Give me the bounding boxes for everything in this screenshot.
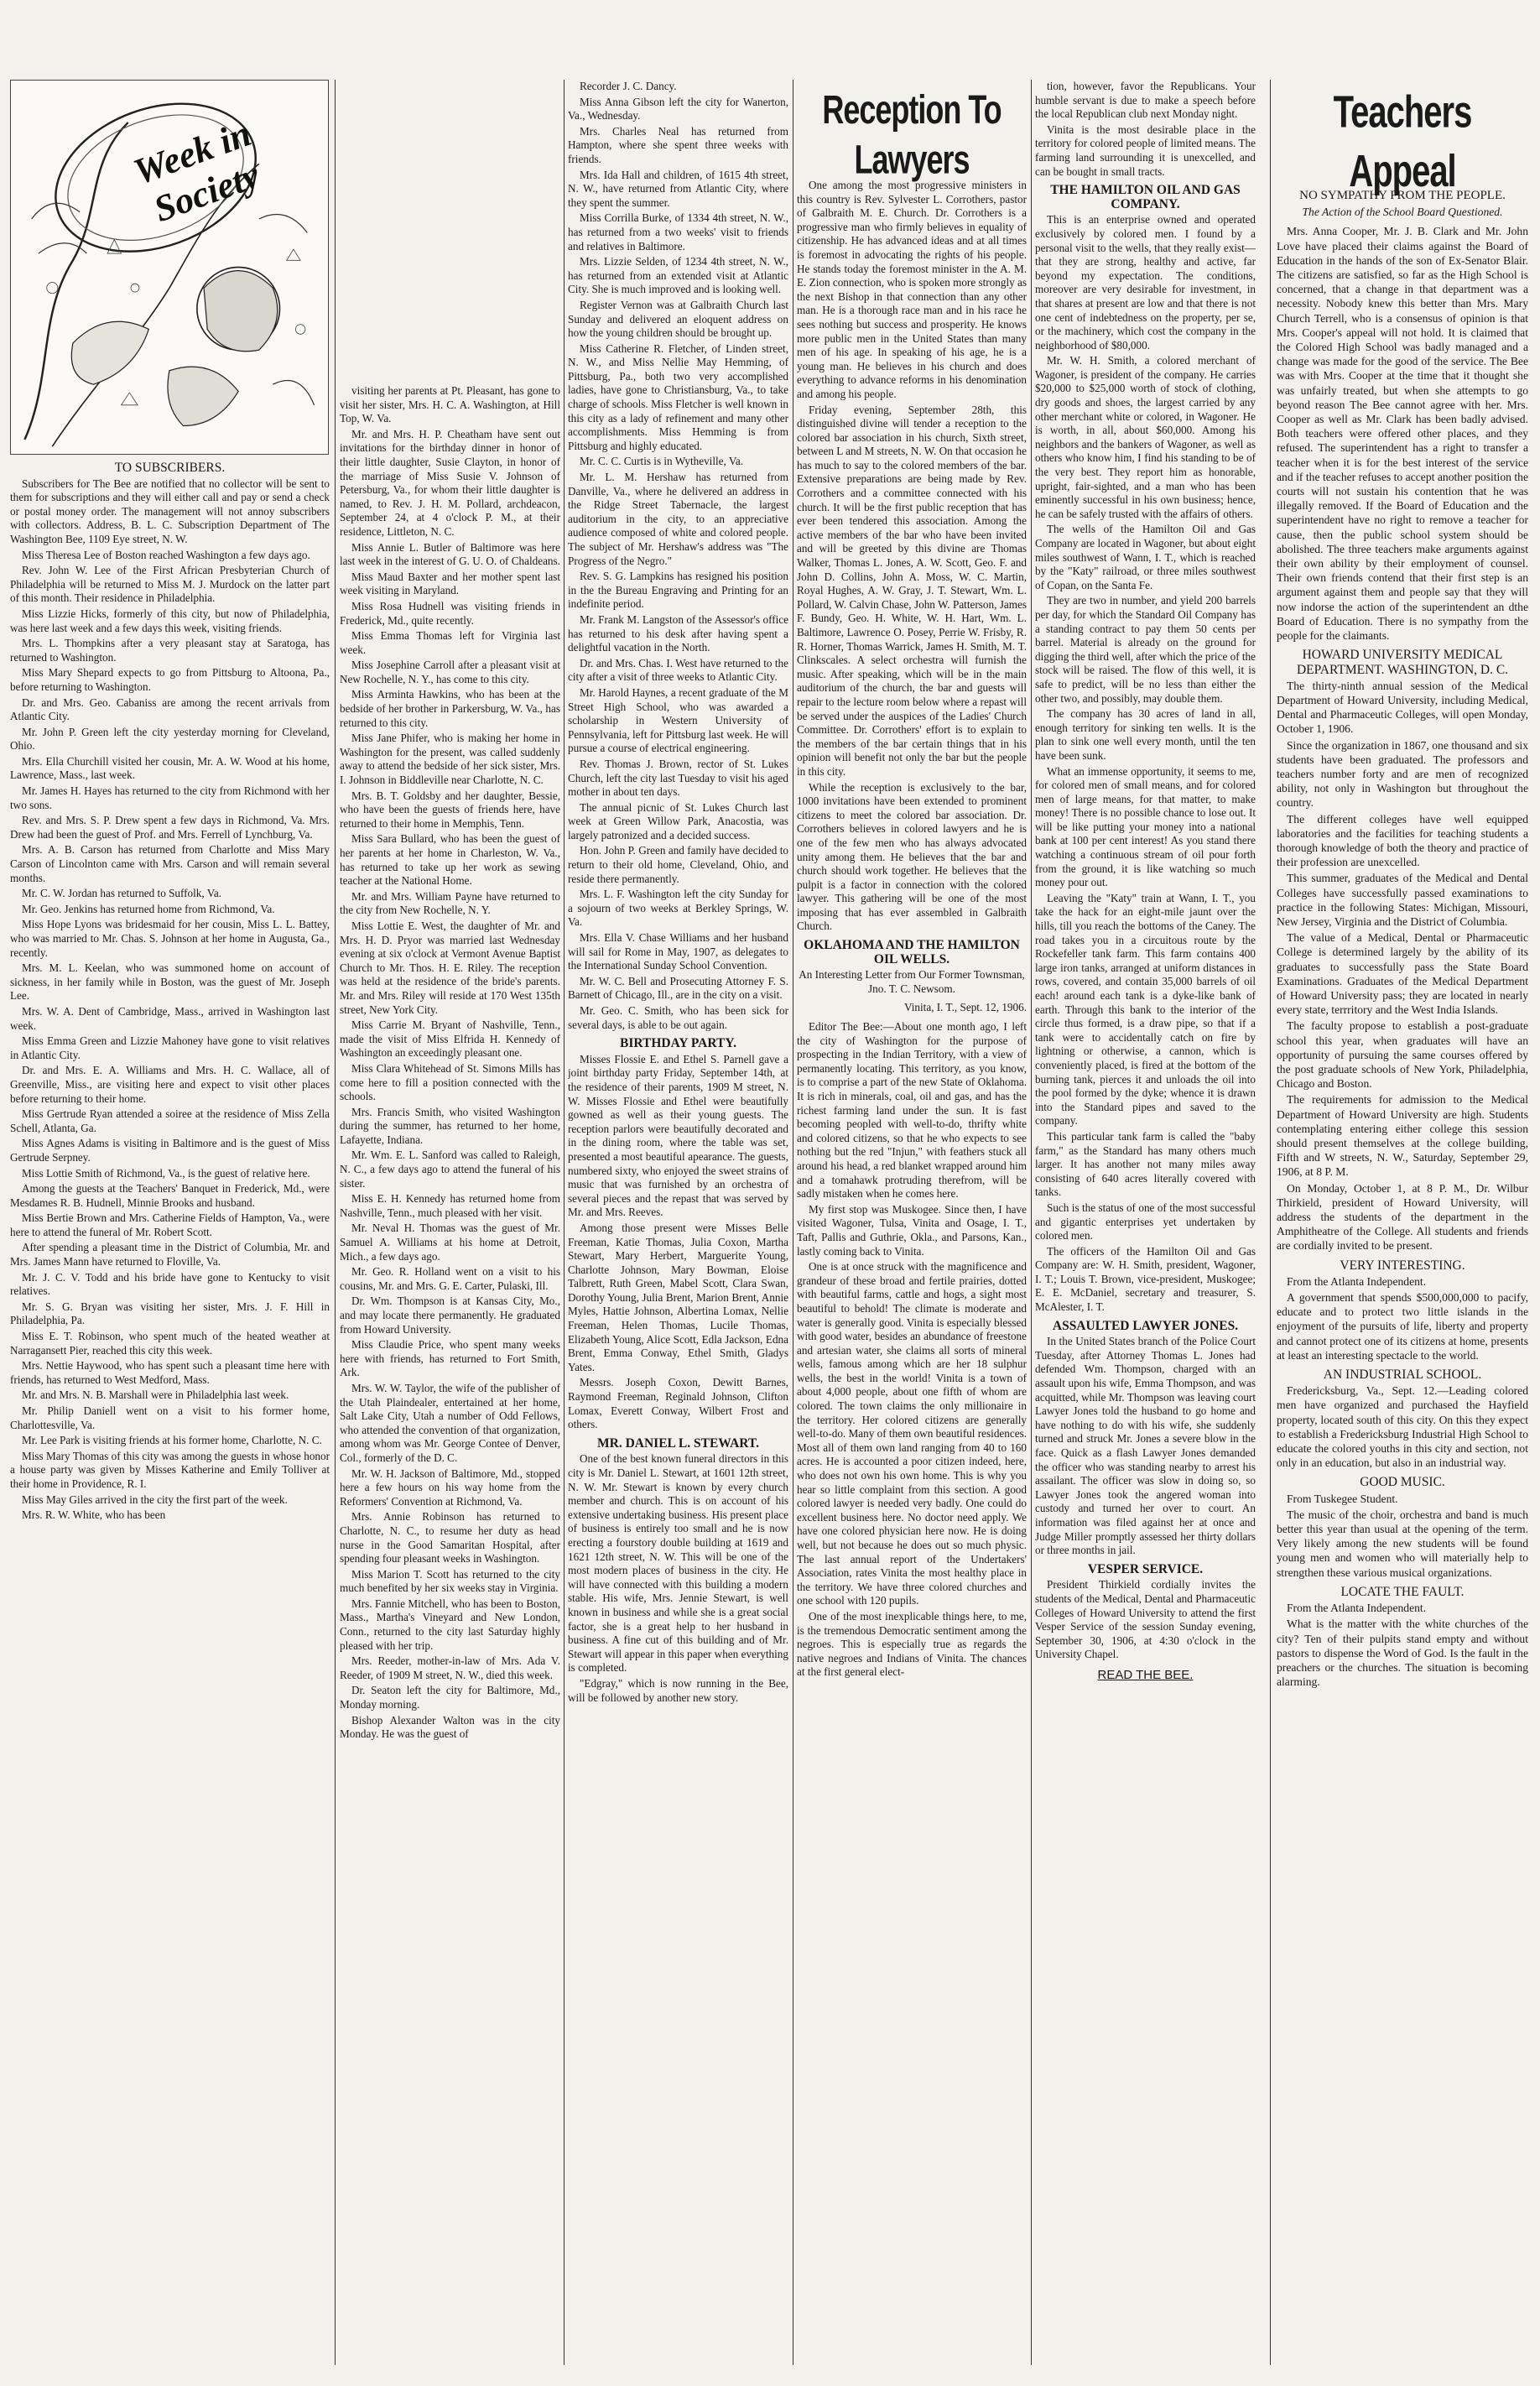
society-note: Mrs. A. B. Carson has returned from Charlotte and Miss Mary Carson of Lincolnton came with Mrs. Carson and will remain several months.: [10, 843, 330, 884]
article-paragraph: President Thirkield cordially invites the students of the Medical, Dental and Pharmaceutic Colleges of Howard University to attend the first Vesper Service of the session Sunday evening, September 30, 1906, at 4:30 o'clock in the University Chapel.: [1035, 1578, 1256, 1661]
society-note: Miss E. H. Kennedy has returned home from Nashville, Tenn., much pleased with her visit.: [340, 1192, 560, 1219]
society-note: Mrs. Reeder, mother-in-law of Mrs. Ada V. Reeder, of 1909 M street, N. W., died this week.: [340, 1654, 560, 1681]
society-note: visiting her parents at Pt. Pleasant, has gone to visit her sister, Mrs. H. C. A. Washington, at Hill Top, W. Va.: [340, 384, 560, 425]
article-paragraph: From Tuskegee Student.: [1287, 1492, 1398, 1505]
article-paragraph: Mrs. Anna Cooper, Mr. J. B. Clark and Mr. John Love have placed their claims against the Board of Education in the hands of the son of Ex-Senator Blair. The citizens are satisfied, so far as the High School is concerned, that a change in that department was a necessity. Nobody knew this better than Mrs. Mary Church Terrell, who is a consensus of opinion is that Mrs. Cooper's appeal will not hold. It is claimed that the Colored High School was badly managed and a change was made for the good of the service. The Bee was with Mrs. Cooper at the time that it thought she was unfairly treated, but when she attempts to go beyond reason The Bee cannot agree with her. Mrs. Cooper as well as Mr. Clark has been badly advised. Both teachers were offered other places, and they refused. The superintendent has a right to transfer a teacher when it is for the best interest of the service and if the teacher refuses to accept another position the courts will not sustain his contention that he was illegally removed. If the Board of Education and the superintendent have no right to remove a teacher for cause, then the public school system should be abolished. The three teachers make arguments against their own ability by their employment of counsel. Their own friends contend that their first step is an argument against them and people say that they will now indorse the action of the superintendent an dthe Board of Education. There is no sympathy from the people for the claimants.: [1277, 225, 1528, 643]
society-note: Miss Lizzie Hicks, formerly of this city, but now of Philadelphia, was here last week and a few days this week, visiting friends.: [10, 607, 330, 634]
article-paragraph: Fredericksburg, Va., Sept. 12.—Leading colored men have organized and purchased the Hayfield property, located south of this city. On this they expect to establish a Fredericksburg Industrial High School to educate the colored youths in this city and section, not only in an education, but also in an industrial way.: [1277, 1384, 1528, 1470]
column-rule: [1270, 80, 1271, 2365]
column-5: [1035, 80, 1256, 2369]
society-note: Mrs. Fannie Mitchell, who has been to Boston, Mass., Martha's Vineyard and New London, Conn., returned to the city last Saturday highly pleased with her trip.: [340, 1597, 560, 1652]
society-note: Miss Sara Bullard, who has been the guest of her parents at her home in Charleston, W. Va., has returned to take up her work as sewing teacher at the National Home.: [340, 832, 560, 888]
society-note: Mr. W. C. Bell and Prosecuting Attorney F. S. Barnett of Chicago, Ill., are in the city on a visit.: [568, 974, 788, 1002]
society-note: Mr. L. M. Hershaw has returned from Danville, Va., where he delivered an address in the Ridge Street Tabernacle, the largest auditorium in the city, to an appreciative audience composed of white and colored people. The subject of Mr. Hershaw's address was "The Progress of the Negro.": [568, 471, 788, 567]
music-heading: GOOD MUSIC.: [1360, 1475, 1445, 1490]
society-note: Mrs. R. W. White, who has been: [22, 1508, 166, 1522]
society-note: Mrs. L. Thompkins after a very pleasant stay at Saratoga, has returned to Washington.: [10, 637, 330, 664]
society-note: Miss Mary Thomas of this city was among the guests in whose honor a house party was given by Misses Katherine and Emily Tolliver at their home in Providence, R. I.: [10, 1449, 330, 1490]
article-paragraph: From the Atlanta Independent.: [1287, 1602, 1427, 1615]
society-note: Subscribers for The Bee are notified that no collector will be sent to them for subscriptions and they will either call and pay or send a check or postal money order. The management will not annoy subscribers with collectors. Address, B. L. C. Subscription Department of The Washington Bee, 1109 Eye street, N. W.: [10, 477, 330, 545]
society-note: Mrs. M. L. Keelan, who was summoned home on account of sickness, in her family while in Boston, was the guest of Mr. Joseph Lee.: [10, 961, 330, 1003]
vesper-paragraphs: [1035, 1578, 1256, 1662]
society-note: Miss Mary Shepard expects to go from Pittsburg to Altoona, Pa., before returning to Washington.: [10, 666, 330, 693]
society-note: Rev. Thomas J. Brown, rector of St. Lukes Church, left the city last Tuesday to visit his aged mother in about ten days.: [568, 757, 788, 799]
industrial-heading: AN INDUSTRIAL SCHOOL.: [1323, 1368, 1482, 1383]
society-note: Mr. John P. Green left the city yesterday morning for Cleveland, Ohio.: [10, 725, 330, 753]
society-note: Mr. and Mrs. H. P. Cheatham have sent out invitations for the birthday dinner in honor of their little daughter, Susie Clayton, in honor of the marriage of Miss Susie V. Johnson of Petersburg, Va., for whom their little daughter is named, to Rev. J. H. M. Pollard, archdeacon, September 24, at 4 o'clock P. M., at their residence, Littleton, N. C.: [340, 427, 560, 538]
society-note: Mr. Philip Daniell went on a visit to his former home, Charlottesville, Va.: [10, 1404, 330, 1431]
subscribers-heading: TO SUBSCRIBERS.: [114, 461, 226, 475]
teachers-subhead: NO SYMPATHY FROM THE PEOPLE.: [1299, 189, 1506, 202]
column-5-paragraphs: [1035, 80, 1256, 179]
reception-headline: Reception To Lawyers: [822, 86, 1002, 183]
interesting-heading: VERY INTERESTING.: [1340, 1258, 1465, 1273]
society-note: Miss Anna Gibson left the city for Wanerton, Va., Wednesday.: [568, 95, 788, 122]
society-note: Mrs. W. W. Taylor, the wife of the publisher of the Utah Plaindealer, entertained at her home, Salt Lake City, Utah a number of Odd Fellows, who attended the convention of that organization, among whom was Mr. George Contee of Denver, Col., formerly of the D. C.: [340, 1381, 560, 1464]
column-rule: [1031, 80, 1032, 2365]
society-note: Miss May Giles arrived in the city the first part of the week.: [22, 1493, 288, 1506]
society-note: Miss Clara Whitehead of St. Simons Mills has come here to fill a position connected with the schools.: [340, 1061, 560, 1103]
article-paragraph: The wells of the Hamilton Oil and Gas Company are located in Wagoner, but about eight miles southwest of Wann, I. T., which is reached by the "Katy" railroad, or three miles southwest of Copan, on the Santa Fe.: [1035, 523, 1256, 591]
society-note: Mr. and Mrs. N. B. Marshall were in Philadelphia last week.: [22, 1388, 289, 1402]
article-paragraph: The faculty propose to establish a post-graduate school this year, when graduates will have an opportunity of pursuing the same courses offered by the post graduate schools of New York, Philadelphia, Chicago and Boston.: [1277, 1019, 1528, 1091]
society-note: Mrs. Charles Neal has returned from Hampton, where she spent three weeks with friends.: [568, 124, 788, 165]
society-note: Mr. J. C. V. Todd and his bride have gone to Kentucky to visit relatives.: [10, 1270, 330, 1298]
article-paragraph: One of the best known funeral directors in this city is Mr. Daniel L. Stewart, at 1601 12th street, N. W. Mr. Stewart is known by every church member and church. This is on account of his extensive undertaking business. His present place of business is entirely too small and he is now erecting a fourstory double building at 1619 and 1621 12th street, N. W. This will be one of the most modern places of business in the city. He will have connected with this building a modern stable. His wife, Mrs. Jennie Stewart, is well known in business and while she is a great social factor, she is a great help to her husband in business. A fine cut of this building and of Mr. Stewart will appear in this paper when everything is completed.: [568, 1452, 788, 1675]
society-note: Miss Jane Phifer, who is making her home in Washington for the present, was called suddenly away to attend the bedside of her sick sister, Mrs. I. Johnson in Biddleville near Charlotte, N. C.: [340, 732, 560, 787]
society-note: Recorder J. C. Dancy.: [580, 80, 677, 92]
article-paragraph: What an immense opportunity, it seems to me, for colored men of small means, and for colored men of large means, for that matter, to make money! There is no possible chance to lose out. It will be like putting your money into a national bank at 100 per cent interest! As you stand there watching a continuous stream of oil pour forth from the ground, it is like watching so much money pour out.: [1035, 764, 1256, 889]
article-paragraph: The different colleges have well equipped laboratories and the facilities for teaching students a thorough knowledge of both the theory and practice of their profession are unexcelled.: [1277, 812, 1528, 869]
society-note: Mrs. Francis Smith, who visited Washington during the summer, has returned to her home, Lafayette, Indiana.: [340, 1105, 560, 1146]
society-note: Miss Emma Thomas left for Virginia last week.: [340, 629, 560, 656]
article-paragraph: While the reception is exclusively to the bar, 1000 invitations have been extended to prominent citizens to meet the colored bar association. Dr. Corrothers believes in colored lawyers and he is one of the few men who has always advocated unity among them. He believes that the bar and church should work together. He believes that the pulpit is a factor in connection with the colored lawyer. This gathering will be one of the most imposing that has ever assembled in Galbraith Church.: [797, 780, 1027, 933]
society-note: Miss Catherine R. Fletcher, of Linden street, N. W., and Miss Nellie May Hemming, of Pittsburg, Pa., both two very accomplished ladies, have gone to Christiansburg, Va., to take charge of schools. Miss Fletcher is well known in this city as a lady of refinement and many other accomplishments. Miss Hemming is from Pittsburg and highly educated.: [568, 341, 788, 452]
column-3: [568, 80, 788, 2369]
society-note: Dr. and Mrs. Geo. Cabaniss are among the recent arrivals from Atlantic City.: [10, 695, 330, 723]
society-note: Mrs. Annie Robinson has returned to Charlotte, N. C., to resume her duty as head nurse in the Good Samaritan Hospital, after spending four pleasant weeks in Washington.: [340, 1510, 560, 1565]
stewart-heading: MR. DANIEL L. STEWART.: [597, 1435, 759, 1451]
article-paragraph: This summer, graduates of the Medical and Dental Colleges have successfully passed examinations to practice in the following States: Michigan, Missouri, New Jersey, Virginia and the District of Columbia.: [1277, 872, 1528, 928]
society-note: Miss Marion T. Scott has returned to the city much benefited by her six weeks stay in Virginia.: [340, 1567, 560, 1595]
article-paragraph: The requirements for admission to the Medical Department of Howard University are high. Students contemplating entering either college this session should present themselves at the college building, Fifth and W streets, N. W., Saturday, September 29, 1906, at 8 P. M.: [1277, 1093, 1528, 1179]
society-note: Rev. S. G. Lampkins has resigned his position in the the Bureau Engraving and Printing for an indefinite period.: [568, 570, 788, 611]
howard-heading: HOWARD UNIVERSITY MEDICAL DEPARTMENT. WASHINGTON, D. C.: [1296, 648, 1509, 677]
society-note: After spending a pleasant time in the District of Columbia, Mr. and Mrs. James Mann have returned to Floville, Va.: [10, 1241, 330, 1269]
article-paragraph: One among the most progressive ministers in this country is Rev. Sylvester L. Corrothers, pastor of Galbraith M. E. Church. Dr. Corrothers is a progressive man who firmly believes in equality of citizenship. He has advanced ideas and at all times is foremost in advocating the rights of his people. He stands today the foremost minister in the A. M. E. Zion connection, who is spoken more strongly as the next Bishop in that connection than any other man. He is a thorough race man and in his race he sees nothing but success and prosperity. He knows more public men in the United States than many men of his age. In speaking of his age, he is a young man. He believes in his church and does everything to advance reforms in his denomination and among his people.: [797, 179, 1027, 400]
society-note: Mrs. L. F. Washington left the city Sunday for a sojourn of two weeks at Berkley Springs, W. Va.: [568, 888, 788, 929]
society-note: Miss Gertrude Ryan attended a soiree at the residence of Miss Zella Schell, Atlanta, Ga.: [10, 1107, 330, 1134]
society-note: Rev. John W. Lee of the First African Presbyterian Church of Philadelphia will be returned to Miss M. J. Murdock on the latter part of this month. Their residence in Philadelphia.: [10, 564, 330, 605]
society-note: Mr. Neval H. Thomas was the guest of Mr. Samuel A. Williams at his home at Detroit, Mich., a few days ago.: [340, 1222, 560, 1263]
society-note: Mrs. Ida Hall and children, of 1615 4th street, N. W., have returned from Atlantic City, where they spent the summer.: [568, 168, 788, 209]
article-paragraph: One is at once struck with the magnificence and grandeur of these broad and fertile prairies, dotted with beautiful farms, cattle and hogs, a sight most beautiful to behold! The climate is moderate and water is generally good. Vinita is especially blessed with good water, besides an abundance of freestone and artesian water, she claims all sorts of mineral wells, famous among which are her 18 sulphur wells, the best in the world! Vinita is a town of about 4,000 people, about one fifth of whom are colored. The town claims the only millionaire in the territory. Her colored citizens are generally well-to-do. Many of them own beautiful residences. Most all of them own land ranging from 40 to 160 acres. He is accounted a poor citizen indeed, here, who does not own his own home. This is why you hear so little complaint from this section. A good colored lawyer is needed very badly. One could do excellent business here. No doctor need apply. We have one colored physician here now. He is doing well, but not because he does out so much physic. The last annual report of the Undertakers' Association, rates Vinita the most healthy place in the territory. We have three colored churches and one school with 120 pupils.: [797, 1260, 1027, 1607]
society-note: Mr. W. H. Jackson of Baltimore, Md., stopped here a few hours on his way home from the Reformers' Convention at Richmond, Va.: [340, 1467, 560, 1508]
stewart-paragraphs: [568, 1452, 788, 1705]
article-paragraph: The music of the choir, orchestra and band is much better this year than usual at the opening of the term. Very likely among the new students will be found young men and women who will materially help to strengthen these various musical organizations.: [1277, 1508, 1528, 1579]
fault-heading: LOCATE THE FAULT.: [1340, 1584, 1465, 1599]
society-note: Mr. James H. Hayes has returned to the city from Richmond with her two sons.: [10, 784, 330, 811]
society-note: Mr. Lee Park is visiting friends at his former home, Charlotte, N. C.: [22, 1434, 322, 1447]
article-paragraph: Vinita is the most desirable place in the territory for colored people of limited means. The farming land surrounding it is unexcelled, and can be bought in small tracts.: [1035, 122, 1256, 178]
oklahoma-paragraphs: [797, 1020, 1027, 1680]
society-note: Miss Theresa Lee of Boston reached Washington a few days ago.: [22, 548, 310, 561]
society-note: Miss Maud Baxter and her mother spent last week visiting in Maryland.: [340, 570, 560, 597]
society-note: Mrs. Ella V. Chase Williams and her husband will sail for Rome in May, 1907, as delegates to the International Sunday School Convention.: [568, 931, 788, 972]
society-note: Miss Emma Green and Lizzie Mahoney have gone to visit relatives in Atlantic City.: [10, 1034, 330, 1061]
society-note: Hon. John P. Green and family have decided to return to their old home, Cleveland, Ohio, and reside there permanently.: [568, 844, 788, 885]
oklahoma-dateline: Vinita, I. T., Sept. 12, 1906.: [904, 1001, 1027, 1014]
article-paragraph: Messrs. Joseph Coxon, Dewitt Barnes, Raymond Freeman, Reginald Johnson, Clifton Lomax, Everett Conway, Wilbert Frost and others.: [568, 1376, 788, 1431]
society-note: Dr. and Mrs. E. A. Williams and Mrs. H. C. Wallace, all of Greenville, Miss., are visiting here and expect to visit other places before returning to their home.: [10, 1064, 330, 1105]
article-paragraph: From the Atlanta Independent.: [1287, 1274, 1427, 1288]
article-paragraph: Mr. W. H. Smith, a colored merchant of Wagoner, is president of the company. He carries $20,000 to $25,000 worth of stock of clothing, dry goods and shoes, the largest carried by any other merchant white or colored, in Wagoner. He is worth, in all, about $60,000. Among his neighbors and the bankers of Wagoner, as well as others who know him, I find his standing to be of the very best. They report him as honorable, upright, fair-sighted, and a man who has been eminently successful in his own business; hence, he can be safely trusted with the affairs of others.: [1035, 354, 1256, 520]
society-note: Miss Lottie Smith of Richmond, Va., is the guest of relative here.: [22, 1166, 310, 1180]
article-paragraph: Among those present were Misses Belle Freeman, Katie Thomas, Julia Coxon, Martha Stewart, Mary Herbert, Marguerite Young, Charlotte Johnson, Mary Bowman, Eloise Talbrett, Ruth Green, Mabel Scott, Clara Swan, Dorothy Young, Julia Brent, Marion Brent, Annie Myles, Hattie Johnson, Albertina Lomax, Nellie Freeman, Helen Thomas, Lucile Thomas, Elizabeth Young, Alice Scott, Edla Jackson, Edna Brent, Emma Conway, Ethel Smith, Gladys Yates.: [568, 1221, 788, 1373]
society-note: Dr. Seaton left the city for Baltimore, Md., Monday morning.: [340, 1684, 560, 1711]
society-note: Mr. Geo. R. Holland went on a visit to his cousins, Mr. and Mrs. G. E. Carter, Pulaski, Ill.: [340, 1265, 560, 1292]
column-4-paragraphs: [797, 179, 1027, 934]
society-note: Among the guests at the Teachers' Banquet in Frederick, Md., were Mesdames R. B. Hudnell, Minnie Brooks and husband.: [10, 1182, 330, 1209]
society-note: Miss Claudie Price, who spent many weeks here with friends, has returned to Fort Smith, Ark.: [340, 1338, 560, 1379]
society-note: The annual picnic of St. Lukes Church last week at Green Willow Park, Anacostia, was largely patronized and a decided success.: [568, 800, 788, 841]
society-note: Rev. and Mrs. S. P. Drew spent a few days in Richmond, Va. Mrs. Drew had been the guest of Prof. and Mrs. Ferrell of Lynchburg, Va.: [10, 814, 330, 841]
society-note: Miss Bertie Brown and Mrs. Catherine Fields of Hampton, Va., were here to attend the funeral of Mr. Robert Scott.: [10, 1211, 330, 1238]
column-6: [1277, 80, 1528, 2369]
society-note: Register Vernon was at Galbraith Church last Sunday and delivered an eloquent address on how the young children should be brought up.: [568, 298, 788, 340]
read-the-bee-footer: READ THE BEE.: [1097, 1667, 1194, 1682]
society-note: Miss Agnes Adams is visiting in Baltimore and is the guest of Miss Gertrude Serpney.: [10, 1137, 330, 1164]
society-note: Miss E. T. Robinson, who spent much of the heated weather at Narragansett Pier, reached this city this week.: [10, 1330, 330, 1357]
column-3-paragraphs: [568, 80, 788, 1032]
article-paragraph: Such is the status of one of the most successful and gigantic enterprises yet undertaken by colored men.: [1035, 1201, 1256, 1242]
oklahoma-heading: OKLAHOMA AND THE HAMILTON OIL WELLS.: [804, 938, 1020, 966]
assaulted-heading: ASSAULTED LAWYER JONES.: [1052, 1318, 1239, 1333]
society-note: Miss Corrilla Burke, of 1334 4th street, N. W., has returned from a two weeks' visit to friends and relatives in Baltimore.: [568, 211, 788, 253]
assaulted-paragraphs: [1035, 1335, 1256, 1558]
society-note: Miss Rosa Hudnell was visiting friends in Frederick, Md., quite recently.: [340, 599, 560, 627]
society-note: Mr. and Mrs. William Payne have returned to the city from New Rochelle, N. Y.: [340, 889, 560, 917]
society-note: Mrs. Lizzie Selden, of 1234 4th street, N. W., has returned from an extended visit at Atlantic City. She is much improved and is looking well.: [568, 255, 788, 296]
society-emblem-illustration: [10, 80, 329, 455]
column-1: [10, 80, 330, 2369]
society-note: Miss Annie L. Butler of Baltimore was here last week in the interest of G. U. O. of Chaldeans.: [340, 540, 560, 568]
column-rule: [335, 80, 336, 2365]
society-note: Mrs. B. T. Goldsby and her daughter, Bessie, who have been the guests of friends here, have returned to their home in Memphis, Tenn.: [340, 789, 560, 830]
article-paragraph: On Monday, October 1, at 8 P. M., Dr. Wilbur Thirkield, president of Howard University, will address the students of the department in the Amphitheatre of the College. All students and friends are cordially invited to be present.: [1277, 1181, 1528, 1253]
page-top-margin: [0, 0, 1540, 59]
article-paragraph: The officers of the Hamilton Oil and Gas Company are: W. H. Smith, president, Wagoner, I. T.; Louis T. Brown, vice-president, Muskogee; E. E. McDaniel, secretary and treasurer, S. McAlester, I. T.: [1035, 1244, 1256, 1314]
article-paragraph: The thirty-ninth annual session of the Medical Department of Howard University, including Medical, Dental and Pharmaceutic Colleges, will open Monday, October 1, 1906.: [1277, 679, 1528, 736]
society-note: Mr. Geo. Jenkins has returned home from Richmond, Va.: [22, 902, 275, 915]
article-paragraph: Friday evening, September 28th, this distinguished divine will tender a reception to the colored bar association in his church, Sixth street, between L and M streets, N. W. On that occasion he has much to say to the colored members of the bar. Extensive preparations are being made by Rev. Corrothers and a committee connected with his church. It will be the first public reception that has ever been tendered this association. Among the active members of the bar who have been invited and will be greeted by this divine are Thomas Walker, Thomas L. Jones, A. W. Scott, Geo. F. and John D. Collins, John A. Moss, W. C. Martin, Royal Hughes, A. W. Gray, J. T. Stewart, Wm. L. Pollard, W. Calvin Chase, John W. Patterson, James F. Bundy, Geo. H. White, W. H. Hart, Wm. L. Baltimore, Lawrence O. Posey, Perrie W. Frisby, R. R. Horner, Thomas Warrick, James H. Smith, M. T. Clinkscales. A select orchestra will furnish the music. After speaking, which will be in the main auditorium of the church, the bar and guests will repair to the lecture room below where a repast will be served under the auspices of the Ladies' Church Committee. Dr. Corrothers' effort is to explain to the members of the bar certain things that in his opinion will benefit not only the bar but the people in this city.: [797, 403, 1027, 778]
vesper-heading: VESPER SERVICE.: [1087, 1561, 1204, 1576]
society-note: Dr. Wm. Thompson is at Kansas City, Mo., and may locate there permanently. He graduated from Howard University.: [340, 1295, 560, 1336]
society-note: Mr. S. G. Bryan was visiting her sister, Mrs. J. F. Hill in Philadelphia, Pa.: [10, 1300, 330, 1327]
article-paragraph: Since the organization in 1867, one thousand and six students have been graduated. The professors and teachers number forty and are men of recognized ability, not only in Washington but throughout the country.: [1277, 738, 1528, 810]
hamilton-paragraphs: [1035, 213, 1256, 1314]
society-note: Mr. C. C. Curtis is in Wytheville, Va.: [580, 455, 744, 468]
column-2: [340, 384, 560, 2369]
hamilton-heading: THE HAMILTON OIL AND GAS COMPANY.: [1050, 183, 1241, 211]
article-paragraph: In the United States branch of the Police Court Tuesday, after Attorney Thomas L. Jones had defended Wm. Thompson, charged with an assault upon his wife, Emma Thompson, and was acquitted, while Mr. Thompson was leaving court Lawyer Jones told the husband to go home and have nothing to do with his wife, she suddenly turned and struck Mr. Jones a severe blow in the face. Quick as a flash Lawyer Jones demanded the officer who was standing nearby to arrest his assailant. The officer was slow in doing so, so Lawyer Jones took the angered woman into custody and turned her over to court. An information was filed against her at once and Judge Miller promptly assessed her thirty dollars or three months in jail.: [1035, 1335, 1256, 1557]
society-note: Miss Lottie E. West, the daughter of Mr. and Mrs. H. D. Pryor was married last Wednesday evening at six o'clock at Vermont Avenue Baptist Church to Mr. Thos. H. E. Riley. The reception was held at the residence of the bride's parents. Mr. and Mrs. Riley will reside at 170 West 135th street, New York City.: [340, 919, 560, 1016]
column-1-paragraphs: [10, 477, 330, 1523]
society-note: Miss Carrie M. Bryant of Nashville, Tenn., made the visit of Miss Elfrida H. Kennedy of Washington an exceedingly pleasant one.: [340, 1018, 560, 1060]
society-note: Mrs. W. A. Dent of Cambridge, Mass., arrived in Washington last week.: [10, 1004, 330, 1032]
teachers-deck: The Action of the School Board Questioned.: [1302, 206, 1503, 219]
article-paragraph: What is the matter with the white churches of the city? Ten of their pulpits stand empty and without pastors to dispense the Word of God. Is the fault in the preachers or the churches. The situation is becoming alarming.: [1277, 1618, 1528, 1689]
article-paragraph: The company has 30 acres of land in all, enough territory for sinking ten wells. It is the plan to sink one well every month, until the ten have been sunk.: [1035, 707, 1256, 762]
article-paragraph: Editor The Bee:—About one month ago, I left the city of Washington for the purpose of prospecting in the Indian Territory, with a view of permanently locating. This territory, as you know, is to comprise a part of the new State of Oklahoma. It is rich in minerals, coal, oil and gas, and has the richest farming land under the sun. It is fast becoming peopled with well-to-do, thrifty white and colored citizens, so that he who expects to see nothing but the red "Injun," with feathers stuck all around his head, a red blanket wrapped around him and a tomahawk protruding therefrom, will be sadly mistaken when he comes here.: [797, 1020, 1027, 1201]
article-paragraph: They are two in number, and yield 200 barrels per day, for which the Standard Oil Company has a standing contract to pay them 50 cents per barrel. Material is already on the ground for digging the third well, after which the price of the stock will be raised. The flow of this well, it is safe to predict, will be no less than either the other two, and possibly, may double them.: [1035, 594, 1256, 705]
column-2-paragraphs: [340, 384, 560, 1742]
society-note: Miss Hope Lyons was bridesmaid for her cousin, Miss L. L. Battey, who was married to Mr. Chas. S. Johnson at her home in Augusta, Ga., recently.: [10, 918, 330, 959]
birthday-party-paragraphs: [568, 1053, 788, 1432]
society-note: Mr. Harold Haynes, a recent graduate of the M Street High School, who was awarded a scholarship in Western University of Pennsylvania, left for Pittsburg last week. He will pursue a course of electrical engineering.: [568, 685, 788, 755]
article-paragraph: tion, however, favor the Republicans. Your humble servant is due to make a speech before the local Republican club next Monday night.: [1035, 80, 1256, 121]
article-paragraph: This particular tank farm is called the "baby farm," as the Standard has many others much larger. It has another not many miles away consisting of 640 acres literally covered with tanks.: [1035, 1129, 1256, 1199]
article-paragraph: My first stop was Muskogee. Since then, I have visited Wagoner, Tulsa, Vinita and Osage, I. T., Taft, Pallis and Guthrie, Okla., and Parsons, Kan., lastly coming back to Vinita.: [797, 1202, 1027, 1258]
society-note: Mr. Frank M. Langston of the Assessor's office has returned to his desk after having spent a delightful vacation in the North.: [568, 612, 788, 654]
society-note: Bishop Alexander Walton was in the city Monday. He was the guest of: [340, 1713, 560, 1741]
article-paragraph: One of the most inexplicable things here, to me, is the tremendous Democratic sentiment among the negroes. This is especially true as regards the native negroes and Indians of Vinita. The chances at the first general elect-: [797, 1609, 1027, 1679]
society-note: Miss Arminta Hawkins, who has been at the bedside of her brother in Parkersburg, W. Va., has returned to this city.: [340, 688, 560, 729]
society-note: Miss Josephine Carroll after a pleasant visit at New Rochelle, N. Y., has come to this city.: [340, 659, 560, 685]
oklahoma-deck: An Interesting Letter from Our Former Townsman, Jno. T. C. Newsom.: [799, 968, 1025, 995]
birthday-party-heading: BIRTHDAY PARTY.: [619, 1036, 736, 1051]
article-paragraph: The value of a Medical, Dental or Pharmaceutic College is determined largely by the ability of its graduates to successfully pass the State Board Examinations. Graduates of the Medical Department of Howard University pass; they are located in nearly every state, terrritory and the West India Islands.: [1277, 931, 1528, 1017]
article-paragraph: "Edgray," which is now running in the Bee, will be followed by another new story.: [568, 1676, 788, 1704]
article-paragraph: This is an enterprise owned and operated exclusively by colored men. I found by a personal visit to the wells, that they really exist—that they are strong, healthy and active, far beyond my expectation. The conditions, moreover are very desirable for investment, in that shares at present are low and that there is not one cent of indebtedness on the property, per se, or the machinery, which cost the company in the neighborhood of $80,000.: [1035, 213, 1256, 352]
column-4: [797, 80, 1027, 2369]
society-note: Mr. Wm. E. L. Sanford was called to Raleigh, N. C., a few days ago to attend the funeral of his sister.: [340, 1149, 560, 1190]
society-note: Mrs. Ella Churchill visited her cousin, Mr. A. W. Wood at his home, Lawrence, Mass., last week.: [10, 754, 330, 782]
society-note: Mr. C. W. Jordan has returned to Suffolk, Va.: [22, 887, 221, 900]
article-paragraph: Leaving the "Katy" train at Wann, I. T., you take the hack for an eight-mile jaunt over the hills, till you reach the bottoms of the Caney. The road takes you in a circuitous route by the Rockefeller tank farm. This farm contains 400 large iron tanks, arranged at uniform distances in rows, covered, and contain 35,000 barrels of oil each! around each tank is a dyke-like bank of earth. Through this bank to the interior of the circle thus formed, is a draw pipe, so that if a tank were to accidentally catch on fire by lightning or otherwise, a cannon, which is conveniently placed, is fired at the bottom of the burning tank, pierces it and unloads the oil into the pool formed by the dyke; whence it is drawn into the Standard pipes and saved to the company.: [1035, 891, 1256, 1128]
society-note: Dr. and Mrs. Chas. I. West have returned to the city after a visit of three weeks to Atlantic City.: [568, 656, 788, 684]
society-note: Mrs. Nettie Haywood, who has spent such a pleasant time here with friends, has returned to West Medford, Mass.: [10, 1359, 330, 1386]
article-paragraph: A government that spends $500,000,000 to pacify, educate and to protect two little islands in the enjoyment of the pursuits of life, liberty and property and cannot protect one of its citizens at home, presents at least an interesting spectacle to the world.: [1277, 1291, 1528, 1362]
article-paragraph: Misses Flossie E. and Ethel S. Parnell gave a joint birthday party Friday, September 14th, at the residence of their parents, 1909 M street, N. W. Misses Flossie and Ethel were beautifully gowned as well as their young guests. The reception parlors were beautifully decorated and in the dining room, where the table was set, presented a most beautiful apearance. The guests, numbered sixty, who enjoyed the sweet strains of music that was furnished by an orchestra of several pieces and the repast that was served by Mr. and Mrs. Reeves.: [568, 1052, 788, 1219]
society-note: Mr. Geo. C. Smith, who has been sick for several days, is able to be out again.: [568, 1004, 788, 1031]
teachers-appeal-headline: Teachers Appeal: [1333, 87, 1472, 196]
emblem-title: Week in Society: [127, 112, 265, 231]
